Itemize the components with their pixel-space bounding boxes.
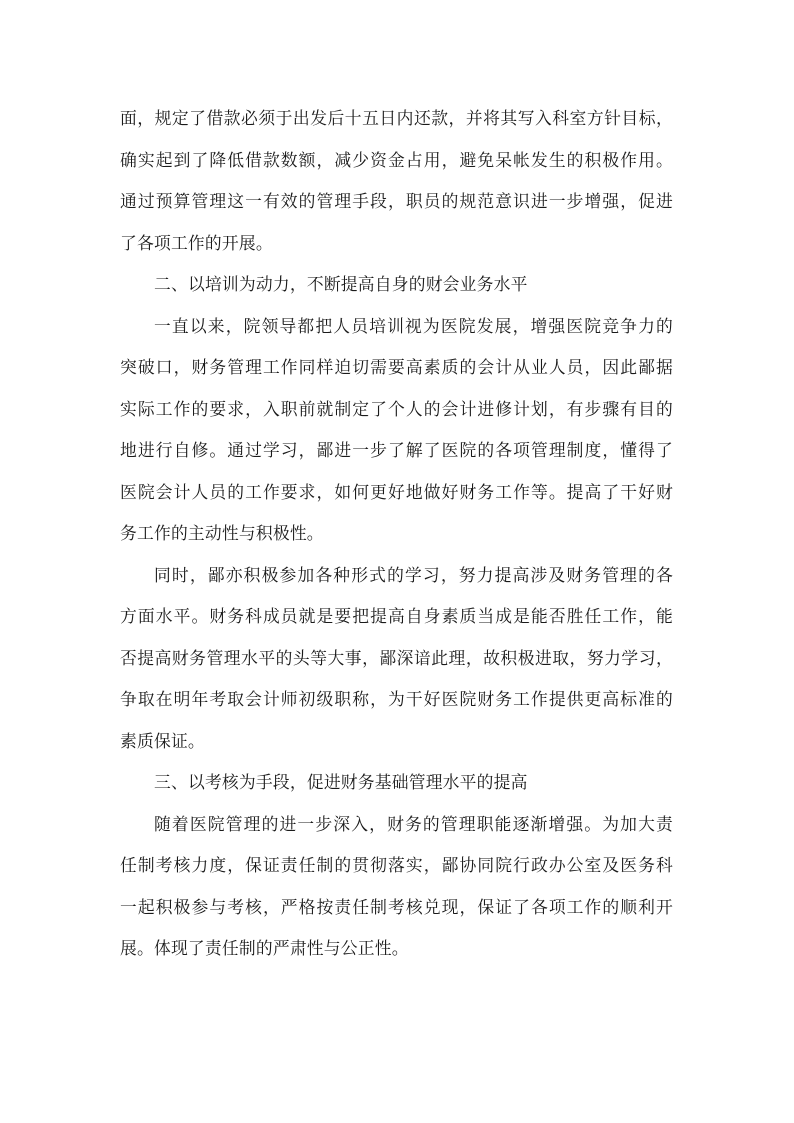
paragraph-line: 突破口，财务管理工作同样迫切需要高素质的会计从业人员，因此鄙据 bbox=[120, 357, 673, 377]
paragraph-line: 了各项工作的开展。 bbox=[120, 232, 273, 253]
paragraph-line: 素质保证。 bbox=[120, 730, 205, 751]
paragraph-line: 展。体现了责任制的严肃性与公正性。 bbox=[120, 938, 409, 958]
paragraph-line: 实际工作的要求，入职前就制定了个人的会计进修计划，有步骤有目的 bbox=[120, 398, 673, 419]
paragraph-line: 方面水平。财务科成员就是要把提高自身素质当成是能否胜任工作，能 bbox=[120, 606, 673, 626]
paragraph-line: 同时，鄙亦积极参加各种形式的学习，努力提高涉及财务管理的各 bbox=[154, 564, 673, 585]
section-heading: 二、以培训为动力，不断提高自身的财会业务水平 bbox=[154, 274, 528, 294]
paragraph-line: 医院会计人员的工作要求，如何更好地做好财务工作等。提高了干好财 bbox=[120, 481, 673, 502]
document-body bbox=[120, 98, 673, 970]
paragraph-line: 争取在明年考取会计师初级职称，为干好医院财务工作提供更高标准的 bbox=[120, 689, 673, 709]
paragraph-line: 务工作的主动性与积极性。 bbox=[120, 523, 324, 543]
paragraph-line: 面，规定了借款必须于出发后十五日内还款，并将其写入科室方针目标， bbox=[120, 108, 673, 128]
paragraph-line: 随着医院管理的进一步深入，财务的管理职能逐渐增强。为加大责 bbox=[154, 813, 673, 834]
paragraph-line: 一直以来，院领导都把人员培训视为医院发展，增强医院竞争力的 bbox=[154, 315, 673, 336]
paragraph-line: 一起积极参与考核，严格按责任制考核兑现，保证了各项工作的顺利开 bbox=[120, 896, 673, 917]
section-heading: 三、以考核为手段，促进财务基础管理水平的提高 bbox=[154, 772, 528, 792]
paragraph-line: 任制考核力度，保证责任制的贯彻落实，鄙协同院行政办公室及医务科 bbox=[120, 855, 673, 875]
paragraph-line: 否提高财务管理水平的头等大事，鄙深谙此理，故积极进取，努力学习， bbox=[120, 647, 673, 668]
paragraph-line: 确实起到了降低借款数额，减少资金占用，避免呆帐发生的积极作用。 bbox=[120, 149, 673, 170]
paragraph-line: 通过预算管理这一有效的管理手段，职员的规范意识进一步增强，促进 bbox=[120, 191, 673, 211]
paragraph-line: 地进行自修。通过学习，鄙进一步了解了医院的各项管理制度，懂得了 bbox=[120, 440, 673, 460]
